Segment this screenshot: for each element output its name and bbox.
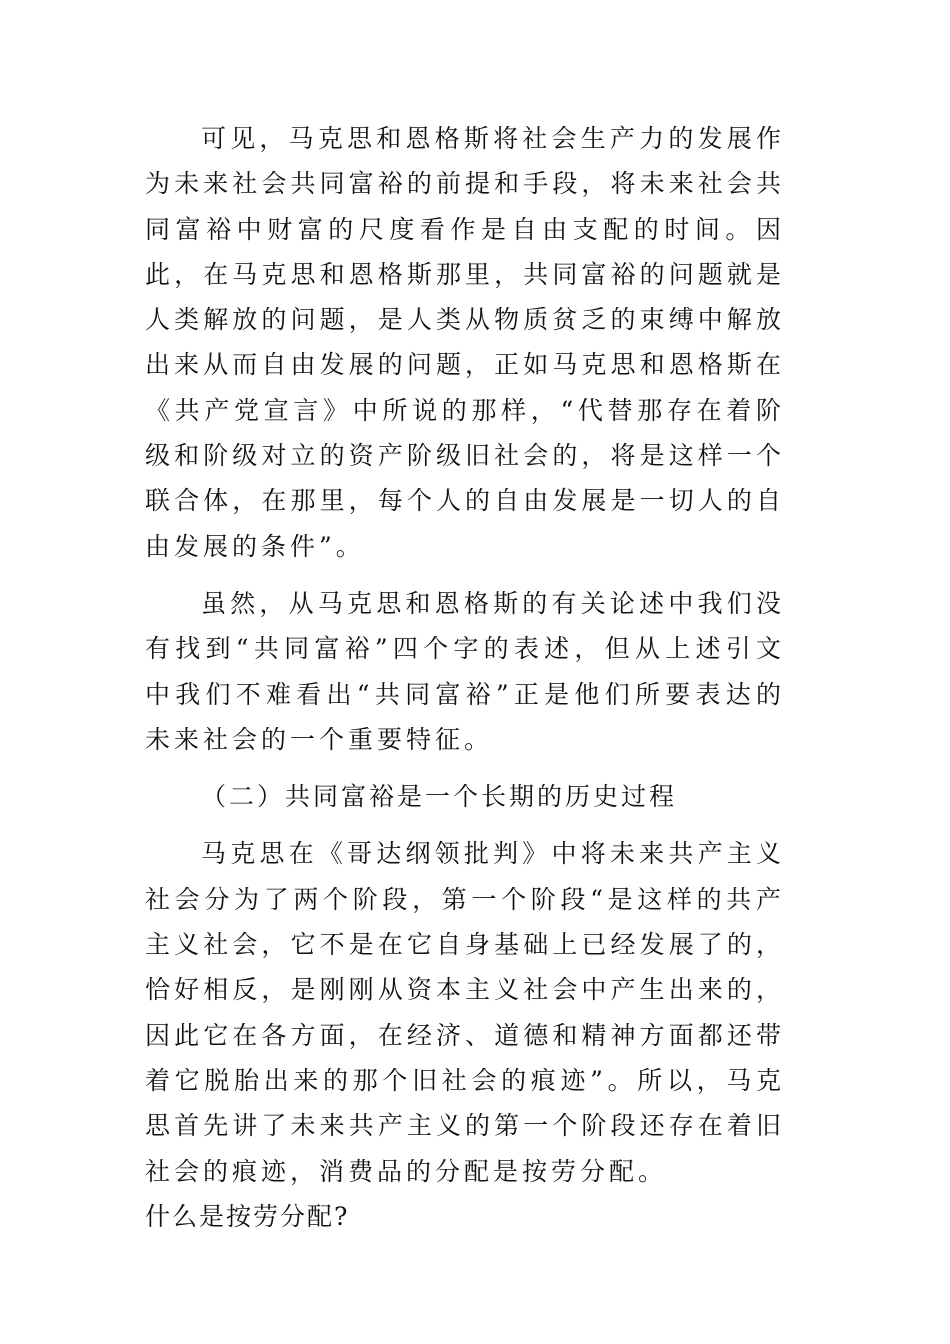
- document-body: [145, 116, 785, 1239]
- section-heading: （二）共同富裕是一个长期的历史过程: [201, 782, 678, 812]
- paragraph-2: 虽然，从马克思和恩格斯的有关论述中我们没有找到“共同富裕”四个字的表述，但从上述引文中我们不难看出“共同富裕”正是他们所要表达的未来社会的一个重要特征。: [145, 588, 785, 754]
- paragraph-3: 马克思在《哥达纲领批判》中将未来共产主义社会分为了两个阶段，第一个阶段“是这样的共产主义社会，它不是在它自身基础上已经发展了的，恰好相反，是刚刚从资本主义社会中产生出来的，因此它在各方面，在经济、道德和精神方面都还带着它脱胎出来的那个旧社会的痕迹”。所以，马克思首先讲了未来共产主义的第一个阶段还存在着旧社会的痕迹，消费品的分配是按劳分配。: [145, 839, 785, 1186]
- paragraph-1: 可见，马克思和恩格斯将社会生产力的发展作为未来社会共同富裕的前提和手段，将未来社会共同富裕中财富的尺度看作是自由支配的时间。因此，在马克思和恩格斯那里，共同富裕的问题就是人类解放的问题，是人类从物质贫乏的束缚中解放出来从而自由发展的问题，正如马克思和恩格斯在《共产党宣言》中所说的那样，“代替那存在着阶级和阶级对立的资产阶级旧社会的，将是这样一个联合体，在那里，每个人的自由发展是一切人的自由发展的条件”。: [145, 124, 785, 561]
- question-line: 什么是按劳分配?: [145, 1201, 350, 1231]
